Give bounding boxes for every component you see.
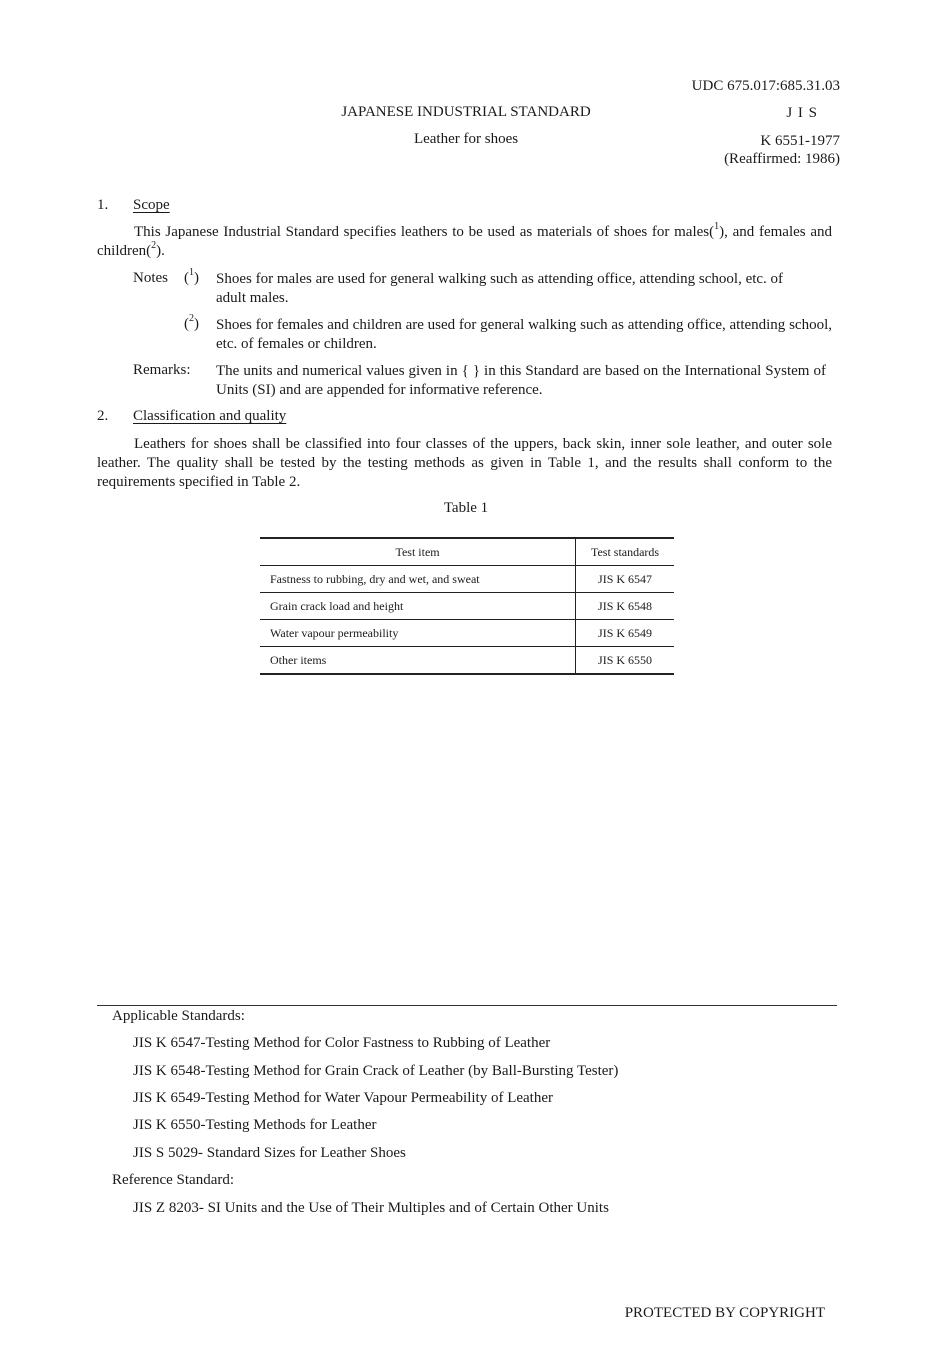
reference-standard-label: Reference Standard: xyxy=(112,1172,235,1188)
reference-standard-item: JIS Z 8203- SI Units and the Use of Their Multiples and of Certain Other Units xyxy=(133,1200,609,1216)
applicable-standards-label: Applicable Standards: xyxy=(112,1008,245,1024)
remarks-text: The units and numerical values given in { } in this Standard are based on the International System of Units (SI) and are appended for informative reference. xyxy=(216,363,826,398)
standard-title: JAPANESE INDUSTRIAL STANDARD xyxy=(341,104,591,120)
remarks-label: Remarks: xyxy=(133,362,191,378)
page-subtitle: Leather for shoes xyxy=(413,131,519,147)
section1-number: 1. xyxy=(97,197,109,213)
note1-text: Shoes for males are used for general walking such as attending office, attending school, etc. of adult males. xyxy=(216,271,784,306)
copyright-notice: PROTECTED BY COPYRIGHT xyxy=(624,1305,825,1321)
applicable-standard-item: JIS K 6547-Testing Method for Color Fastness to Rubbing of Leather xyxy=(133,1035,551,1051)
section2-body: Leathers for shoes shall be classified into four classes of the uppers, back skin, inner sole leather, and outer sole leather. The quality shall be tested by the testing methods as given in Table 1, and the results shall conform to the requirements specified in Table 2. xyxy=(97,436,832,490)
table-header-test-standards: Test standards xyxy=(576,538,674,566)
section2-number: 2. xyxy=(97,408,109,424)
table-cell-standard: JIS K 6550 xyxy=(576,647,674,675)
section1-body-b: ), and females and children( xyxy=(97,224,832,259)
table-cell-standard: JIS K 6547 xyxy=(576,566,674,593)
applicable-standard-item: JIS K 6550-Testing Methods for Leather xyxy=(133,1117,377,1133)
table-cell-standard: JIS K 6548 xyxy=(576,593,674,620)
table-header-test-item: Test item xyxy=(260,538,576,566)
table-cell-item: Water vapour permeability xyxy=(260,620,576,647)
applicable-standard-item: JIS K 6548-Testing Method for Grain Crack of Leather (by Ball-Bursting Tester) xyxy=(133,1063,619,1079)
table-cell-standard: JIS K 6549 xyxy=(576,620,674,647)
note1-marker: ($^1$) xyxy=(184,267,199,286)
udc-number: UDC 675.017:685.31.03 xyxy=(691,78,840,94)
section1-body-c: ). xyxy=(156,243,165,259)
table-row xyxy=(260,647,674,675)
table-row xyxy=(260,566,674,593)
table-row xyxy=(260,593,674,620)
footer-divider xyxy=(97,1005,837,1006)
section1-heading: Scope xyxy=(133,197,170,213)
footnote-ref-2: 2 xyxy=(151,240,157,251)
jis-mark: J I S xyxy=(786,105,818,121)
table-cell-item: Other items xyxy=(260,647,576,675)
applicable-standard-item: JIS S 5029- Standard Sizes for Leather Shoes xyxy=(133,1145,406,1161)
table-cell-item: Fastness to rubbing, dry and wet, and sweat xyxy=(260,566,576,593)
table1 xyxy=(260,537,674,675)
table1-caption: Table 1 xyxy=(443,500,489,516)
note2-text: Shoes for females and children are used for general walking such as attending office, attending school, etc. of females or children. xyxy=(216,317,832,352)
table-cell-item: Grain crack load and height xyxy=(260,593,576,620)
note1-mark: 1 xyxy=(189,267,194,278)
footnote-ref-1: 1 xyxy=(714,221,720,232)
table-header-row xyxy=(260,538,674,566)
notes-label: Notes xyxy=(133,270,168,286)
section1-body xyxy=(97,223,832,261)
section2-heading: Classification and quality xyxy=(133,408,287,424)
table-row xyxy=(260,620,674,647)
reaffirmed-date: (Reaffirmed: 1986) xyxy=(724,151,840,167)
note2-mark: 2 xyxy=(189,313,194,324)
standard-number: K 6551-1977 xyxy=(760,133,840,149)
note2-marker: ($^2$) xyxy=(184,313,199,332)
applicable-standard-item: JIS K 6549-Testing Method for Water Vapour Permeability of Leather xyxy=(133,1090,554,1106)
section1-body-a: This Japanese Industrial Standard specifies leathers to be used as materials of shoes for males( xyxy=(134,224,715,240)
